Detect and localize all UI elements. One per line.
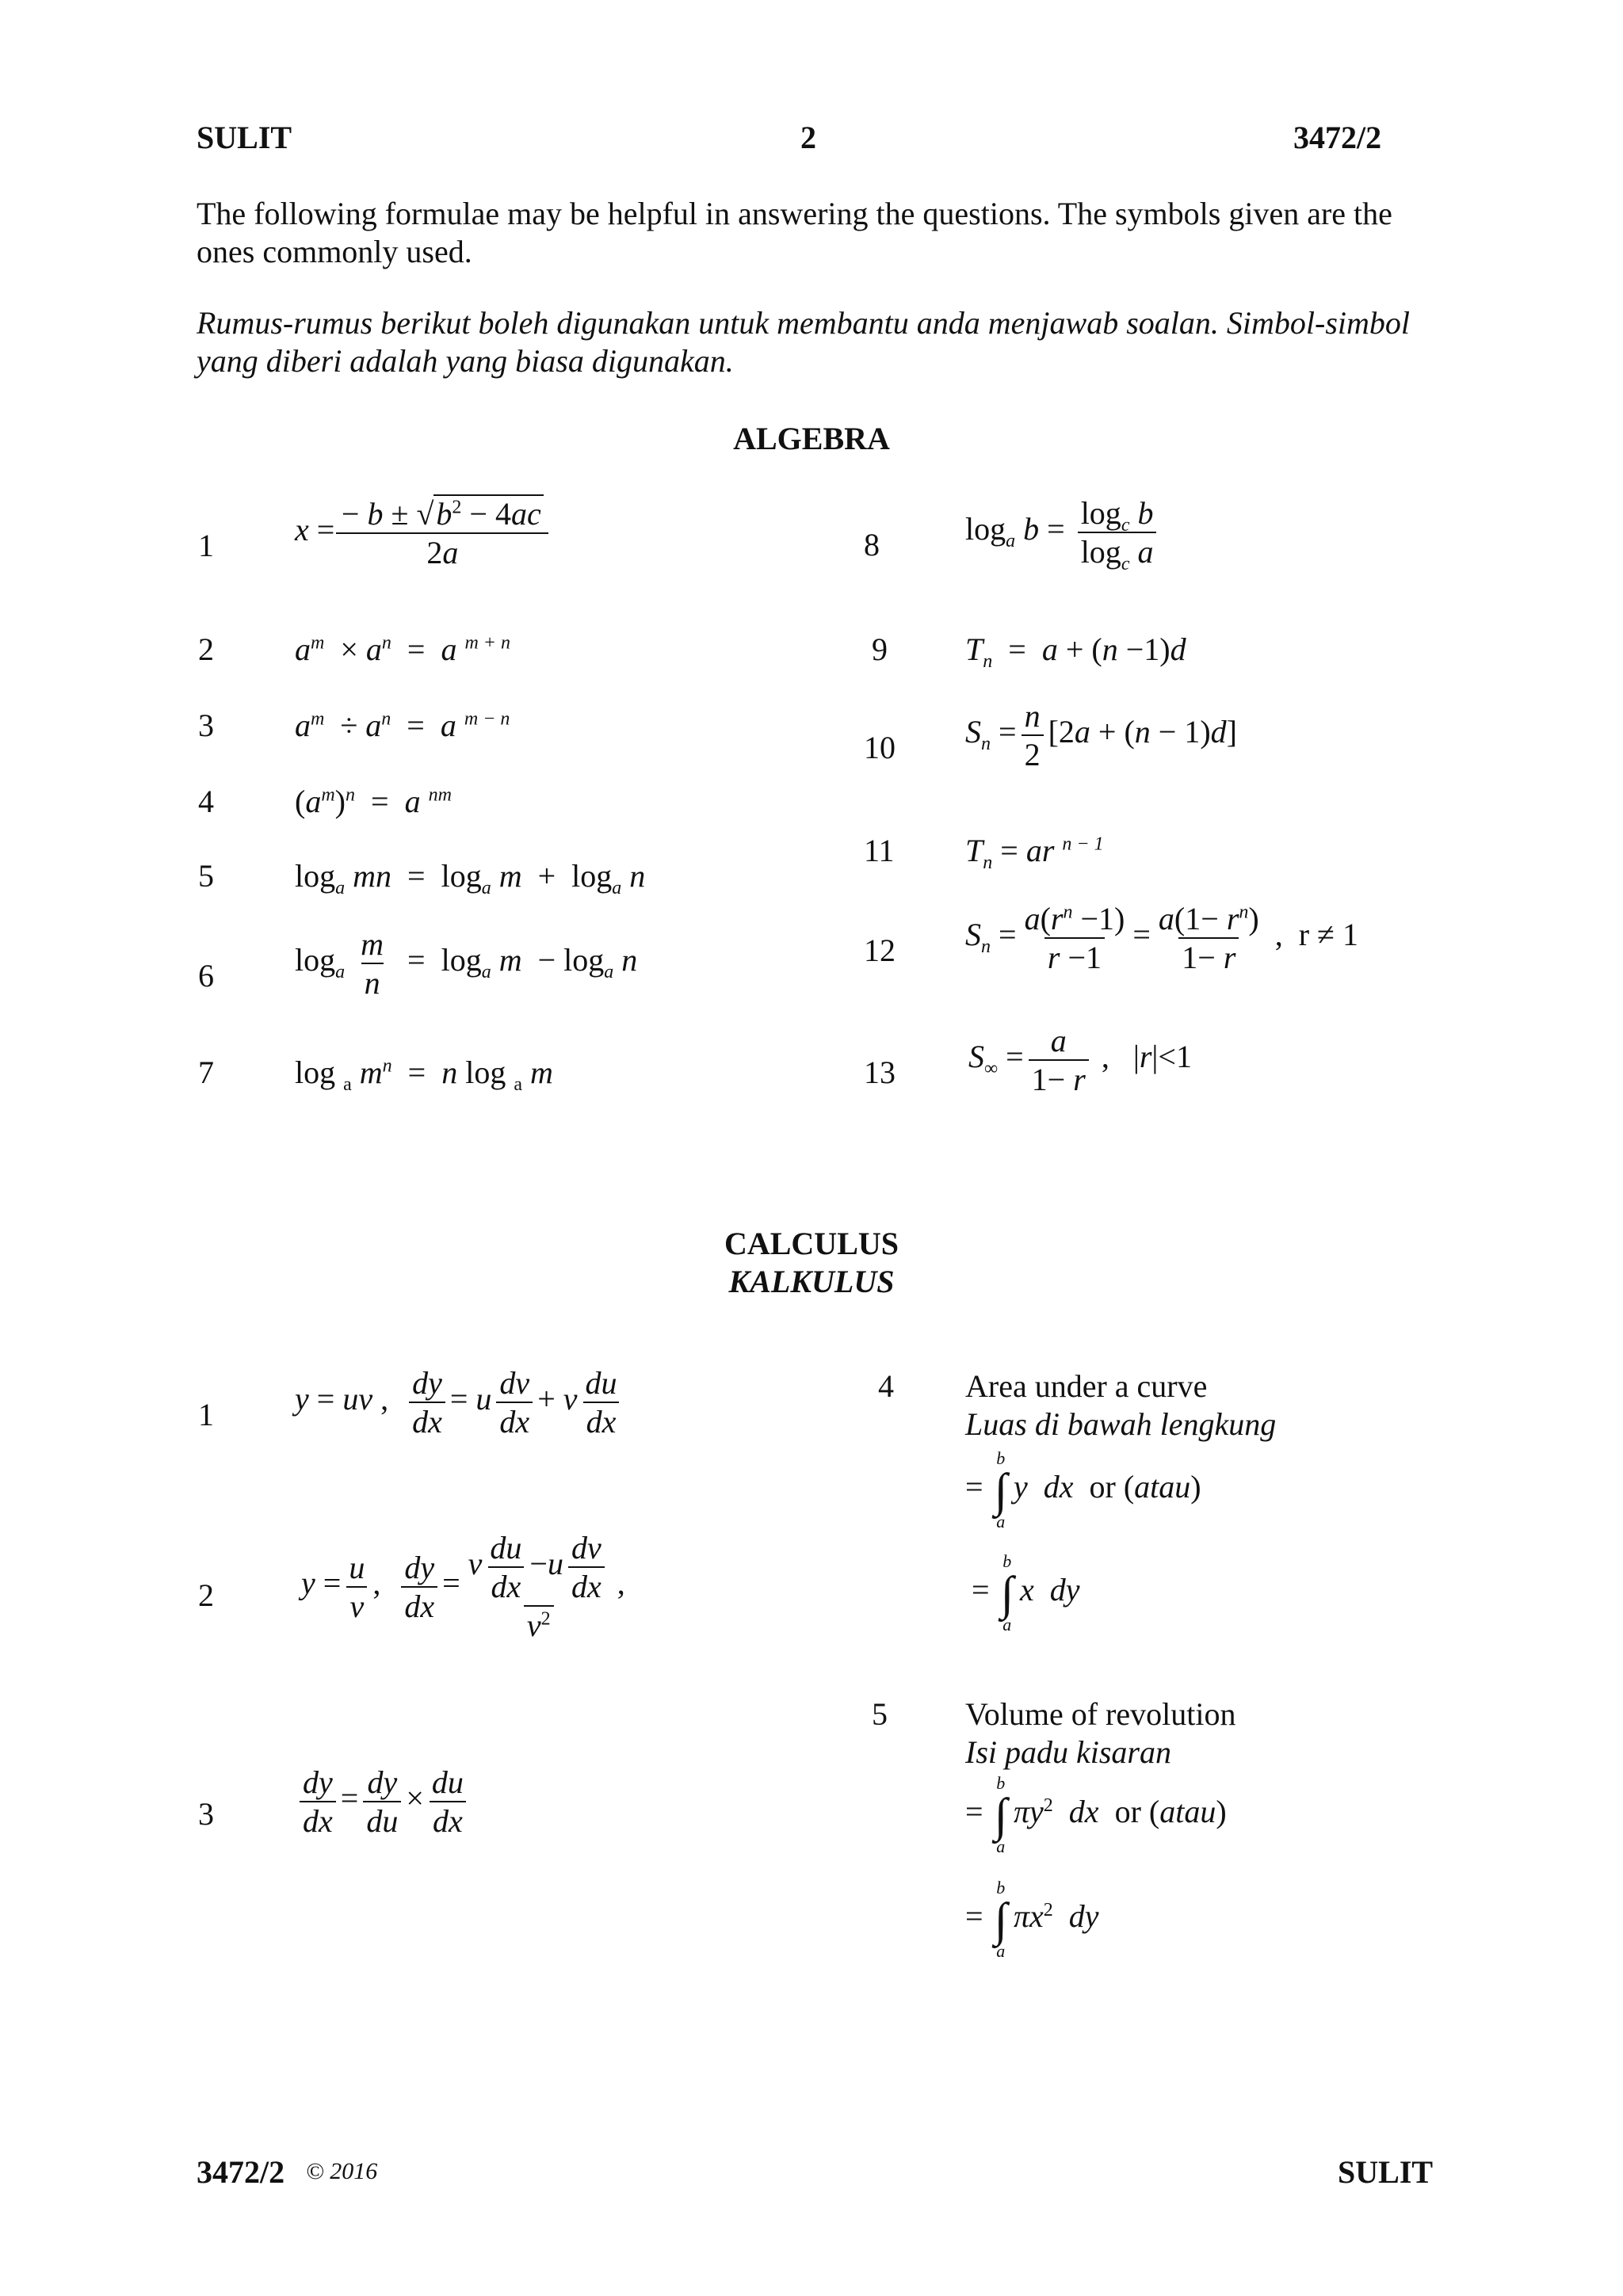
ap-sum: $S_n$ = $\frac{n}{2}$ [2a + (n − 1)d]	[965, 698, 1237, 772]
volume-formula-x: = b ∫ a $\pi x^2$ dy	[965, 1878, 1099, 1961]
index-law-multiply: $a^m \times a^n = a$ $^{m + n}$	[295, 631, 510, 667]
footer-classification: SULIT	[1338, 2154, 1434, 2190]
gp-sum-infinity: $S_\infty$ = $\frac{a}{1- r}$ , |r|<1	[968, 1023, 1192, 1097]
area-label-malay: Luas di bawah lengkung	[965, 1406, 1277, 1442]
volume-formula-y: = b ∫ a $\pi y^2$ dx or (atau)	[965, 1773, 1227, 1856]
formula-number: 1	[198, 528, 214, 563]
paper-code: 3472/2	[1293, 120, 1382, 155]
header-classification: SULIT	[197, 120, 292, 155]
area-formula-x: = b ∫ a x dy	[972, 1551, 1080, 1634]
index-law-divide: $a^m \div a^n = a$ $^{m - n}$	[295, 707, 510, 743]
product-rule: y = uv , $\frac{dy}{dx}$ = u $\frac{dv}{dx}$ + v $\frac{du}{dx}$	[295, 1364, 625, 1440]
footer-code: 3472/2	[197, 2154, 285, 2190]
algebra-title: ALGEBRA	[733, 421, 890, 456]
calculus-title: CALCULUS	[724, 1226, 899, 1261]
volume-label: Volume of revolution	[965, 1696, 1236, 1732]
log-law-quotient: $\log_a$ $\frac{m}{n}$ = $\log_a m - \log_a n$	[295, 926, 638, 1001]
volume-label-malay: Isi padu kisaran	[965, 1734, 1171, 1770]
gp-sum: $S_n$ = $\frac{a(r^n -1)}{r -1}$ = $\frac{a(1- r^n)}{1- r}$ , r ≠ 1	[965, 901, 1358, 975]
log-law-power: log $_a$ $m^n = n$ log $_a$ m	[295, 1055, 553, 1095]
area-formula-y: = b ∫ a y dx or (atau)	[965, 1448, 1201, 1531]
gp-nth-term: $T_n$ = ar $^{n - 1}$	[965, 833, 1104, 873]
index-law-power: $(a^m)^n = a$ $^{nm}$	[295, 784, 452, 819]
log-law-product: $\log_a$ mn = $\log_a m + \log_a n$	[295, 858, 646, 898]
quadratic-formula: x = $\frac{- b \pm √b^2 - 4ac}{2a}$	[295, 495, 553, 571]
area-label: Area under a curve	[965, 1368, 1208, 1404]
ap-nth-term: $T_n = a + (n -1)d$	[965, 631, 1186, 672]
intro-malay: Rumus-rumus berikut boleh digunakan untuk membantu anda menjawab soalan. Simbol-simbol yang diberi adalah yang biasa digunakan.	[197, 305, 1410, 379]
footer-copyright: © 2016	[306, 2158, 378, 2184]
change-of-base: $\log_a b$ = $\frac{\log_c b}{\log_c a}$	[965, 494, 1161, 570]
chain-rule: $\frac{dy}{dx}$ = $\frac{dy}{du}$ × $\frac{du}{dx}$	[295, 1764, 472, 1840]
calculus-title-malay: KALKULUS	[728, 1264, 895, 1299]
page-number: 2	[800, 120, 816, 155]
intro-english: The following formulae may be helpful in answering the questions. The symbols given are the ones commonly used.	[197, 196, 1392, 269]
quotient-rule: y = $\frac{u}{v}$ , $\frac{dy}{dx}$ = v $\frac{du}{dx}$ −u $\frac{dv}{dx}$ $v^2$ ,	[301, 1530, 625, 1643]
